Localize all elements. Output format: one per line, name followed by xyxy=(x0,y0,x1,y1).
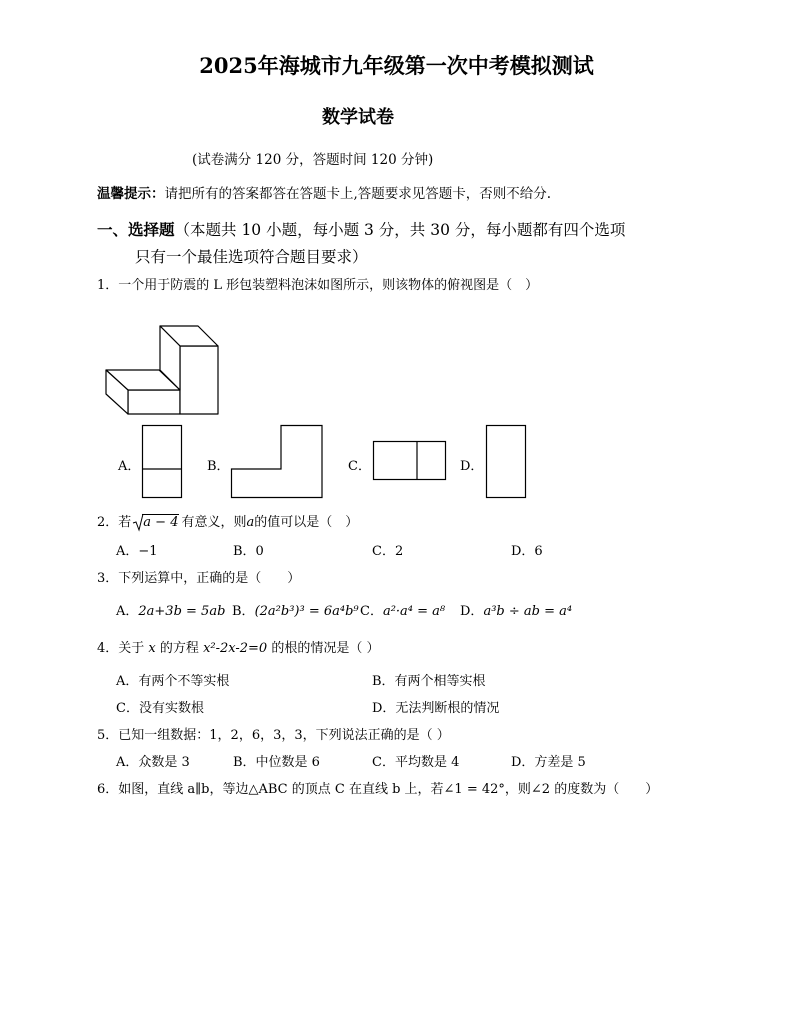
sqrt-sign-icon xyxy=(133,513,143,531)
q5-option-b[interactable]: B．中位数是 6 xyxy=(233,755,320,770)
q1-option-b-label[interactable]: B． xyxy=(207,459,230,474)
q4-option-d[interactable]: D．无法判断根的情况 xyxy=(372,701,500,716)
q4-equation: x²-2x-2=0 xyxy=(203,641,268,656)
question-6-text: 6．如图，直线 a∥b，等边△ABC 的顶点 C 在直线 b 上，若∠1 = 42°，则∠2 的度数为（ ） xyxy=(97,782,659,797)
q3-option-a-label: A． xyxy=(116,604,139,619)
q3-option-a-expr: 2a+3b = 5ab xyxy=(138,604,226,619)
question-5-text: 5．已知一组数据：1，2，6，3，3，下列说法正确的是（ ） xyxy=(97,728,450,743)
q3-option-c-expr: a²·a⁴ = a⁸ xyxy=(382,604,446,619)
question-4-text xyxy=(97,637,379,656)
q5-option-c[interactable]: C．平均数是 4 xyxy=(372,755,460,770)
q5-option-a[interactable]: A．众数是 3 xyxy=(116,755,190,770)
q3-option-d[interactable] xyxy=(460,600,572,619)
q2-var: a xyxy=(246,515,255,530)
q3-option-a[interactable] xyxy=(116,600,225,619)
q3-option-c-label: C． xyxy=(360,604,383,619)
exam-title: 2025年海城市九年级第一次中考模拟测试 xyxy=(199,53,594,78)
q1-option-d-label[interactable]: D． xyxy=(460,459,484,474)
l-shape-figure xyxy=(104,322,224,418)
q2-option-d[interactable]: D．6 xyxy=(511,544,543,559)
exam-info: (试卷满分 120 分，答题时间 120 分钟) xyxy=(192,152,434,168)
q4-var: x xyxy=(148,641,156,656)
q2-sqrt xyxy=(133,515,179,530)
q1-option-a-figure[interactable] xyxy=(142,425,182,499)
q2-option-c[interactable]: C．2 xyxy=(372,544,404,559)
tip-text: 请把所有的答案都答在答题卡上,答题要求见答题卡，否则不给分. xyxy=(164,186,552,202)
q4-prefix: 4．关于 xyxy=(97,641,145,656)
q3-option-d-label: D． xyxy=(460,604,484,619)
q4-option-c[interactable]: C．没有实数根 xyxy=(116,701,204,716)
q1-option-d-figure[interactable] xyxy=(486,425,526,499)
question-2-text xyxy=(97,511,358,530)
q1-option-c-label[interactable]: C． xyxy=(348,459,371,474)
q1-option-c-figure[interactable] xyxy=(373,441,447,481)
tip-line xyxy=(97,182,551,202)
q3-option-b-label: B． xyxy=(232,604,255,619)
q4-option-a[interactable]: A．有两个不等实根 xyxy=(116,674,230,689)
q1-option-b-figure[interactable] xyxy=(231,425,323,499)
section-desc-2: 只有一个最佳选项符合题目要求） xyxy=(135,248,368,266)
q1-option-a-label[interactable]: A． xyxy=(118,459,141,474)
q4-mid: 的方程 xyxy=(159,641,199,656)
q2-suffix: 的值可以是（ ） xyxy=(254,515,359,530)
q5-option-d[interactable]: D．方差是 5 xyxy=(511,755,586,770)
q3-option-b[interactable] xyxy=(232,600,359,619)
q2-option-b[interactable]: B．0 xyxy=(233,544,264,559)
exam-subtitle: 数学试卷 xyxy=(322,107,394,128)
q2-option-a[interactable]: A．−1 xyxy=(116,544,158,559)
q3-option-c[interactable] xyxy=(360,600,445,619)
tip-label: 温馨提示： xyxy=(97,186,165,202)
section-desc-1: （本题共 10 小题，每小题 3 分，共 30 分，每小题都有四个选项 xyxy=(174,221,626,239)
q4-suffix: 的根的情况是（ ） xyxy=(271,641,380,656)
section-heading xyxy=(97,218,625,240)
q2-mid: 有意义，则 xyxy=(181,515,247,530)
section-label: 一、选择题 xyxy=(97,220,175,239)
q2-radicand: a − 4 xyxy=(143,515,179,530)
q4-option-b[interactable]: B．有两个相等实根 xyxy=(372,674,486,689)
q3-option-d-expr: a³b ÷ ab = a⁴ xyxy=(483,604,573,619)
question-1-text: 1．一个用于防震的 L 形包装塑料泡沫如图所示，则该物体的俯视图是（ ） xyxy=(97,278,539,293)
question-3-text: 3．下列运算中，正确的是（ ） xyxy=(97,571,301,586)
q3-option-b-expr: (2a²b³)³ = 6a⁴b⁹ xyxy=(254,604,359,619)
q2-prefix: 2．若 xyxy=(97,515,132,530)
